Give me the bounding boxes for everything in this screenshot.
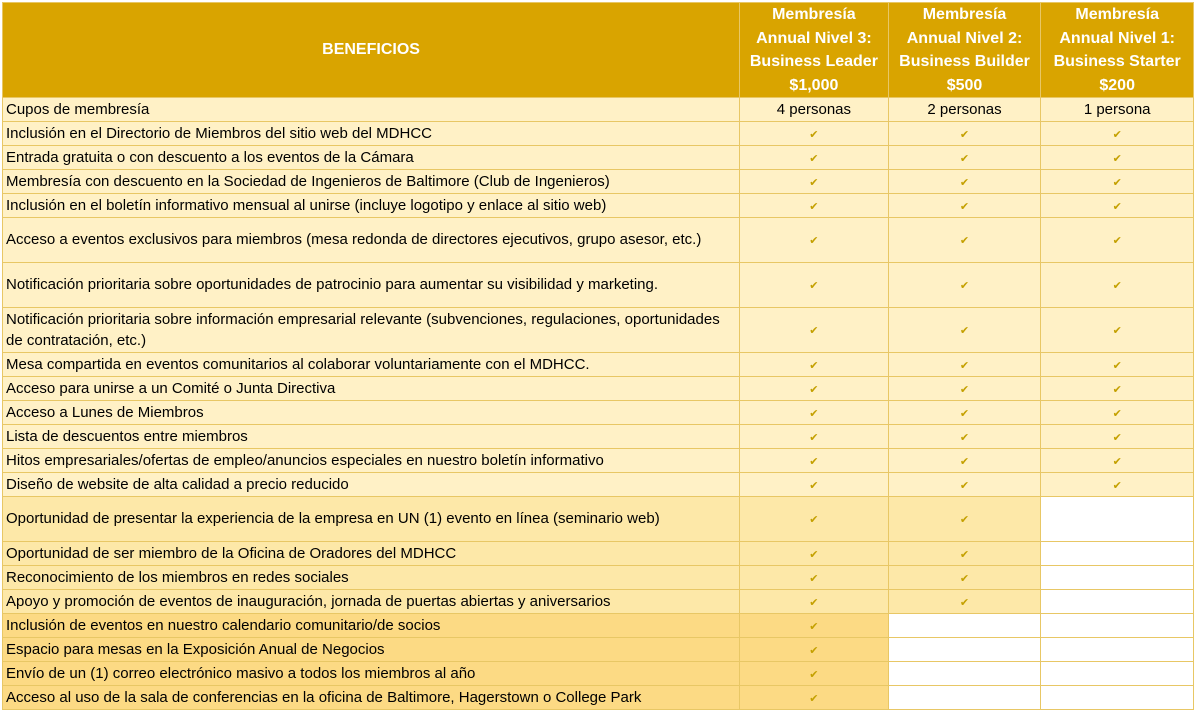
check-icon: ✔ <box>959 176 970 189</box>
check-icon: ✔ <box>1112 455 1122 468</box>
check-icon: ✔ <box>1112 431 1122 444</box>
check-icon: ✔ <box>809 512 819 526</box>
included-cell <box>1041 377 1194 401</box>
tier-3-line1: Membresía <box>772 6 856 23</box>
check-icon: ✔ <box>1112 233 1122 247</box>
benefit-label: Lista de descuentos entre miembros <box>3 425 740 449</box>
benefit-label: Apoyo y promoción de eventos de inauguración, jornada de puertas abiertas y aniversarios <box>3 590 740 614</box>
included-cell <box>740 146 889 170</box>
included-cell <box>740 566 889 590</box>
check-icon: ✔ <box>809 644 819 657</box>
benefit-label: Inclusión en el boletín informativo mensual al unirse (incluye logotipo y enlace al sitio web) <box>3 194 740 218</box>
header-row <box>3 3 1194 98</box>
tier-3-header <box>740 3 889 98</box>
included-cell <box>740 122 889 146</box>
table-row <box>3 473 1194 497</box>
benefit-label: Notificación prioritaria sobre oportunidades de patrocinio para aumentar su visibilidad y marketing. <box>3 263 740 308</box>
check-icon: ✔ <box>809 176 819 189</box>
tier-2-line3: Business Builder <box>899 53 1030 70</box>
empty-cell <box>1041 638 1194 662</box>
table-row <box>3 98 1194 122</box>
benefits-body <box>3 98 1194 710</box>
table-row <box>3 638 1194 662</box>
included-cell <box>740 170 889 194</box>
included-cell <box>1041 473 1194 497</box>
check-icon: ✔ <box>809 431 819 444</box>
included-cell <box>1041 401 1194 425</box>
empty-cell <box>888 686 1041 710</box>
empty-cell <box>1041 566 1194 590</box>
table-row <box>3 377 1194 401</box>
check-icon: ✔ <box>1112 128 1122 141</box>
benefit-label: Acceso al uso de la sala de conferencias en la oficina de Baltimore, Hagerstown o College Park <box>3 686 740 710</box>
benefit-label: Reconocimiento de los miembros en redes sociales <box>3 566 740 590</box>
included-cell <box>1041 263 1194 308</box>
check-icon: ✔ <box>959 455 970 468</box>
check-icon: ✔ <box>959 278 970 292</box>
table-row <box>3 194 1194 218</box>
included-cell <box>888 497 1041 542</box>
check-icon: ✔ <box>959 233 970 247</box>
included-cell <box>740 194 889 218</box>
included-cell <box>1041 170 1194 194</box>
included-cell <box>888 566 1041 590</box>
included-cell <box>1041 218 1194 263</box>
included-cell <box>888 449 1041 473</box>
check-icon: ✔ <box>959 128 970 141</box>
table-row <box>3 122 1194 146</box>
table-row <box>3 590 1194 614</box>
tier-2-price: $500 <box>946 76 983 94</box>
benefit-label: Membresía con descuento en la Sociedad de Ingenieros de Baltimore (Club de Ingenieros) <box>3 170 740 194</box>
included-cell <box>1041 146 1194 170</box>
included-cell <box>740 308 889 353</box>
check-icon: ✔ <box>959 383 970 396</box>
included-cell <box>1041 353 1194 377</box>
tier-3-price: $1,000 <box>789 76 839 94</box>
check-icon: ✔ <box>809 455 819 468</box>
benefit-label: Envío de un (1) correo electrónico masivo a todos los miembros al año <box>3 662 740 686</box>
included-cell <box>888 353 1041 377</box>
check-icon: ✔ <box>809 620 819 633</box>
included-cell <box>888 308 1041 353</box>
table-row <box>3 425 1194 449</box>
check-icon: ✔ <box>959 359 970 372</box>
check-icon: ✔ <box>809 548 819 561</box>
included-cell <box>740 425 889 449</box>
table-row <box>3 566 1194 590</box>
included-cell <box>1041 122 1194 146</box>
table-row <box>3 263 1194 308</box>
check-icon: ✔ <box>959 548 970 561</box>
check-icon: ✔ <box>809 128 819 141</box>
table-row <box>3 662 1194 686</box>
included-cell <box>740 590 889 614</box>
included-cell <box>740 218 889 263</box>
check-icon: ✔ <box>809 692 819 705</box>
benefit-label: Hitos empresariales/ofertas de empleo/anuncios especiales en nuestro boletín informativo <box>3 449 740 473</box>
tier-3-line3: Business Leader <box>749 53 878 70</box>
included-cell <box>740 473 889 497</box>
benefit-label: Mesa compartida en eventos comunitarios al colaborar voluntariamente con el MDHCC. <box>3 353 740 377</box>
benefit-label: Entrada gratuita o con descuento a los eventos de la Cámara <box>3 146 740 170</box>
included-cell <box>888 218 1041 263</box>
check-icon: ✔ <box>1112 200 1122 213</box>
check-icon: ✔ <box>959 323 970 337</box>
included-cell <box>888 122 1041 146</box>
check-icon: ✔ <box>809 152 819 165</box>
included-cell <box>888 590 1041 614</box>
included-cell <box>740 542 889 566</box>
empty-cell <box>1041 662 1194 686</box>
tier-3-line2: Annual Nivel 3: <box>756 29 872 47</box>
table-row <box>3 401 1194 425</box>
check-icon: ✔ <box>1112 407 1122 420</box>
empty-cell <box>1041 542 1194 566</box>
included-cell <box>888 194 1041 218</box>
check-icon: ✔ <box>1112 278 1122 292</box>
included-cell <box>888 425 1041 449</box>
included-cell <box>740 686 889 710</box>
benefit-label: Inclusión en el Directorio de Miembros del sitio web del MDHCC <box>3 122 740 146</box>
tier-2-line2: Annual Nivel 2: <box>906 29 1023 47</box>
included-cell <box>740 401 889 425</box>
included-cell <box>888 401 1041 425</box>
check-icon: ✔ <box>959 479 970 492</box>
empty-cell <box>888 662 1041 686</box>
included-cell <box>740 614 889 638</box>
check-icon: ✔ <box>1112 359 1122 372</box>
empty-cell <box>1041 614 1194 638</box>
table-row <box>3 218 1194 263</box>
included-cell <box>740 377 889 401</box>
benefit-label: Acceso a eventos exclusivos para miembros (mesa redonda de directores ejecutivos, grupo asesor, etc.) <box>3 218 740 263</box>
check-icon: ✔ <box>809 200 819 213</box>
tier-2-line1: Membresía <box>922 6 1007 23</box>
check-icon: ✔ <box>959 431 970 444</box>
table-row <box>3 353 1194 377</box>
check-icon: ✔ <box>809 572 819 585</box>
check-icon: ✔ <box>809 596 819 609</box>
included-cell <box>888 146 1041 170</box>
member-count-cell: 2 personas <box>888 98 1041 122</box>
benefit-label: Diseño de website de alta calidad a precio reducido <box>3 473 740 497</box>
table-row <box>3 146 1194 170</box>
check-icon: ✔ <box>809 233 819 247</box>
table-row <box>3 308 1194 353</box>
empty-cell <box>888 614 1041 638</box>
tier-2-header <box>888 3 1041 98</box>
member-count-cell: 4 personas <box>740 98 889 122</box>
member-count-cell: 1 persona <box>1041 98 1194 122</box>
empty-cell <box>1041 686 1194 710</box>
tier-1-line3: Business Starter <box>1053 53 1181 70</box>
benefit-label: Notificación prioritaria sobre información empresarial relevante (subvenciones, regulaciones, oportunidades de contratación, etc.) <box>3 308 740 353</box>
included-cell <box>1041 194 1194 218</box>
check-icon: ✔ <box>809 383 819 396</box>
check-icon: ✔ <box>1112 176 1122 189</box>
check-icon: ✔ <box>809 359 819 372</box>
benefit-label: Cupos de membresía <box>3 98 740 122</box>
check-icon: ✔ <box>959 596 970 609</box>
benefit-label: Espacio para mesas en la Exposición Anual de Negocios <box>3 638 740 662</box>
included-cell <box>740 263 889 308</box>
check-icon: ✔ <box>959 572 970 585</box>
included-cell <box>740 353 889 377</box>
benefit-label: Acceso para unirse a un Comité o Junta Directiva <box>3 377 740 401</box>
included-cell <box>1041 449 1194 473</box>
check-icon: ✔ <box>1112 383 1122 396</box>
check-icon: ✔ <box>959 512 970 526</box>
check-icon: ✔ <box>959 200 970 213</box>
tier-1-line2: Annual Nivel 1: <box>1059 29 1175 47</box>
empty-cell <box>1041 590 1194 614</box>
included-cell <box>1041 425 1194 449</box>
empty-cell <box>1041 497 1194 542</box>
included-cell <box>888 542 1041 566</box>
check-icon: ✔ <box>809 479 819 492</box>
check-icon: ✔ <box>809 278 819 292</box>
check-icon: ✔ <box>959 407 970 420</box>
included-cell <box>740 662 889 686</box>
tier-1-price: $200 <box>1099 76 1135 94</box>
table-row <box>3 614 1194 638</box>
benefits-table <box>2 2 1194 710</box>
included-cell <box>888 263 1041 308</box>
check-icon: ✔ <box>809 668 819 681</box>
benefit-label: Inclusión de eventos en nuestro calendario comunitario/de socios <box>3 614 740 638</box>
tier-1-line1: Membresía <box>1075 6 1159 23</box>
benefit-label: Oportunidad de presentar la experiencia de la empresa en UN (1) evento en línea (seminario web) <box>3 497 740 542</box>
check-icon: ✔ <box>1112 323 1122 337</box>
table-row <box>3 170 1194 194</box>
included-cell <box>740 638 889 662</box>
check-icon: ✔ <box>1112 152 1122 165</box>
tier-1-header <box>1041 3 1194 98</box>
check-icon: ✔ <box>959 152 970 165</box>
included-cell <box>740 449 889 473</box>
included-cell <box>888 170 1041 194</box>
included-cell <box>888 377 1041 401</box>
included-cell <box>1041 308 1194 353</box>
table-row <box>3 686 1194 710</box>
table-row <box>3 449 1194 473</box>
empty-cell <box>888 638 1041 662</box>
benefit-label: Acceso a Lunes de Miembros <box>3 401 740 425</box>
included-cell <box>740 497 889 542</box>
included-cell <box>888 473 1041 497</box>
table-row <box>3 542 1194 566</box>
check-icon: ✔ <box>809 323 819 337</box>
benefits-header: BENEFICIOS <box>3 3 740 98</box>
benefit-label: Oportunidad de ser miembro de la Oficina de Oradores del MDHCC <box>3 542 740 566</box>
table-row <box>3 497 1194 542</box>
check-icon: ✔ <box>1112 479 1122 492</box>
check-icon: ✔ <box>809 407 819 420</box>
